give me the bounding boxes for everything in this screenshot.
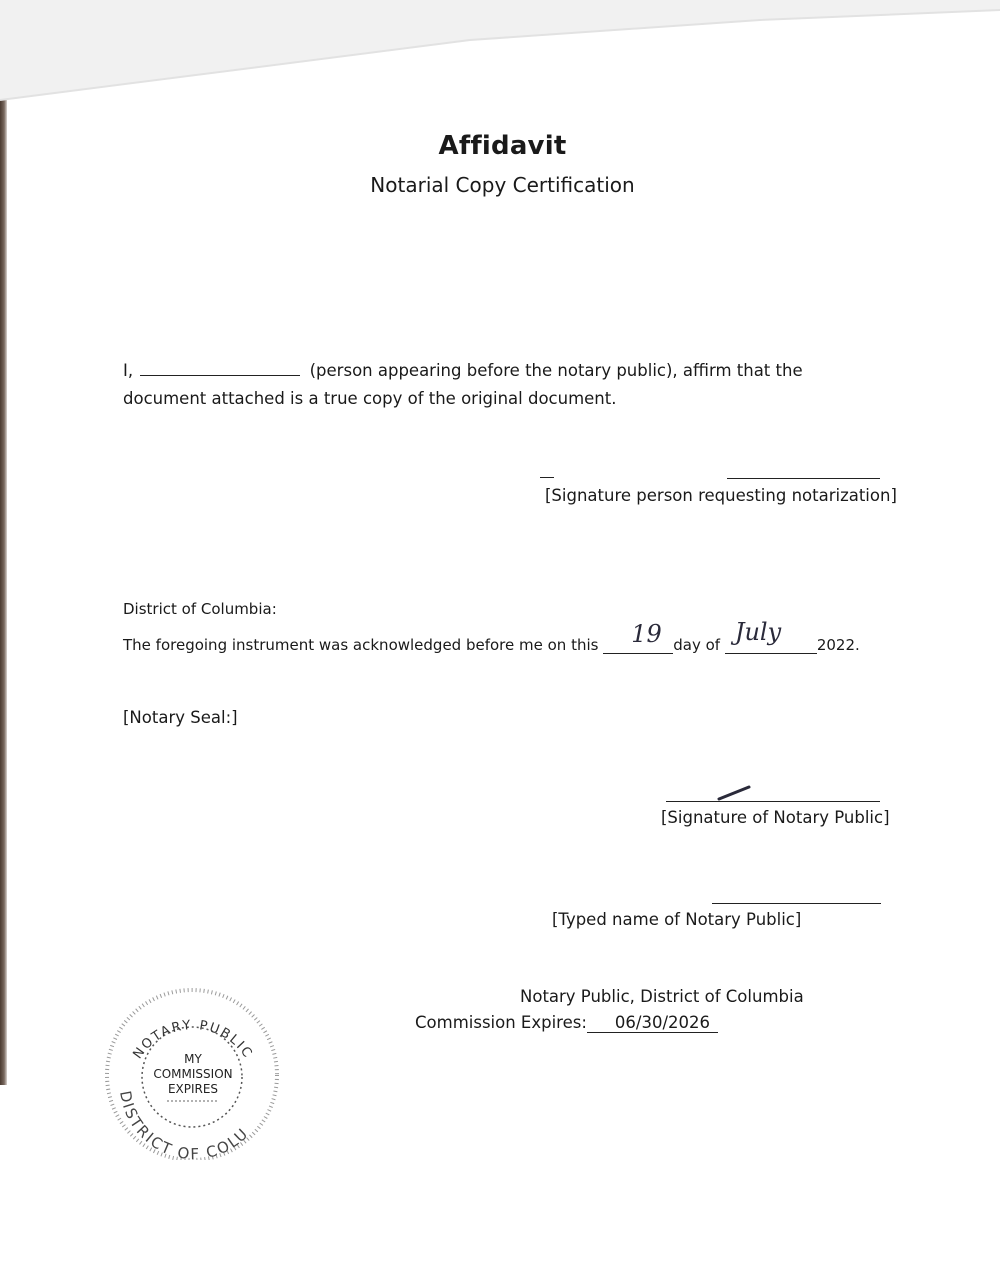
day-suffix: day of xyxy=(673,636,721,654)
commission-value: 06/30/2026 xyxy=(587,1013,718,1033)
typed-name-caption: [Typed name of Notary Public] xyxy=(552,910,802,929)
month-handwritten: July xyxy=(734,618,782,646)
commission-line xyxy=(415,1013,718,1033)
year-suffix: 2022. xyxy=(816,636,860,654)
svg-text:MY: MY xyxy=(184,1052,202,1066)
svg-text:DISTRICT OF COLU: DISTRICT OF COLU xyxy=(116,1089,253,1160)
jurisdiction-label: District of Columbia: xyxy=(123,600,277,618)
notary-signature-line[interactable] xyxy=(666,801,880,802)
affirmation-paragraph xyxy=(123,357,883,413)
acknowledgment-line xyxy=(123,618,860,658)
requester-signature-mark xyxy=(540,477,554,478)
notary-signature-caption: [Signature of Notary Public] xyxy=(661,808,890,827)
month-field[interactable] xyxy=(725,618,817,654)
document-subtitle: Notarial Copy Certification xyxy=(370,173,635,197)
document-title: Affidavit xyxy=(438,131,567,161)
requester-signature-caption: [Signature person requesting notarization] xyxy=(545,486,897,505)
acknowledgment-lead: The foregoing instrument was acknowledged before me on this xyxy=(123,636,599,654)
typed-name-line[interactable] xyxy=(712,903,881,904)
svg-text:COMMISSION: COMMISSION xyxy=(153,1067,233,1081)
day-field[interactable] xyxy=(603,620,673,654)
notary-seal-label: [Notary Seal:] xyxy=(123,708,238,727)
affiant-name-blank[interactable] xyxy=(140,374,300,376)
affirmation-text: (person appearing before the notary public), affirm that the document attached is a true copy of the original document. xyxy=(123,361,803,408)
notary-title-line: Notary Public, District of Columbia xyxy=(520,987,804,1006)
page-left-edge-shadow xyxy=(0,100,7,1085)
requester-signature-line[interactable] xyxy=(727,478,880,479)
affirmation-prefix: I, xyxy=(123,361,134,380)
day-handwritten: 19 xyxy=(631,620,662,648)
notary-seal-stamp xyxy=(92,985,292,1160)
commission-label: Commission Expires: xyxy=(415,1013,587,1032)
svg-text:NOTARY PUBLIC: NOTARY PUBLIC xyxy=(130,1017,256,1062)
svg-text:EXPIRES: EXPIRES xyxy=(167,1082,219,1096)
page-fold-shadow xyxy=(0,0,1000,130)
